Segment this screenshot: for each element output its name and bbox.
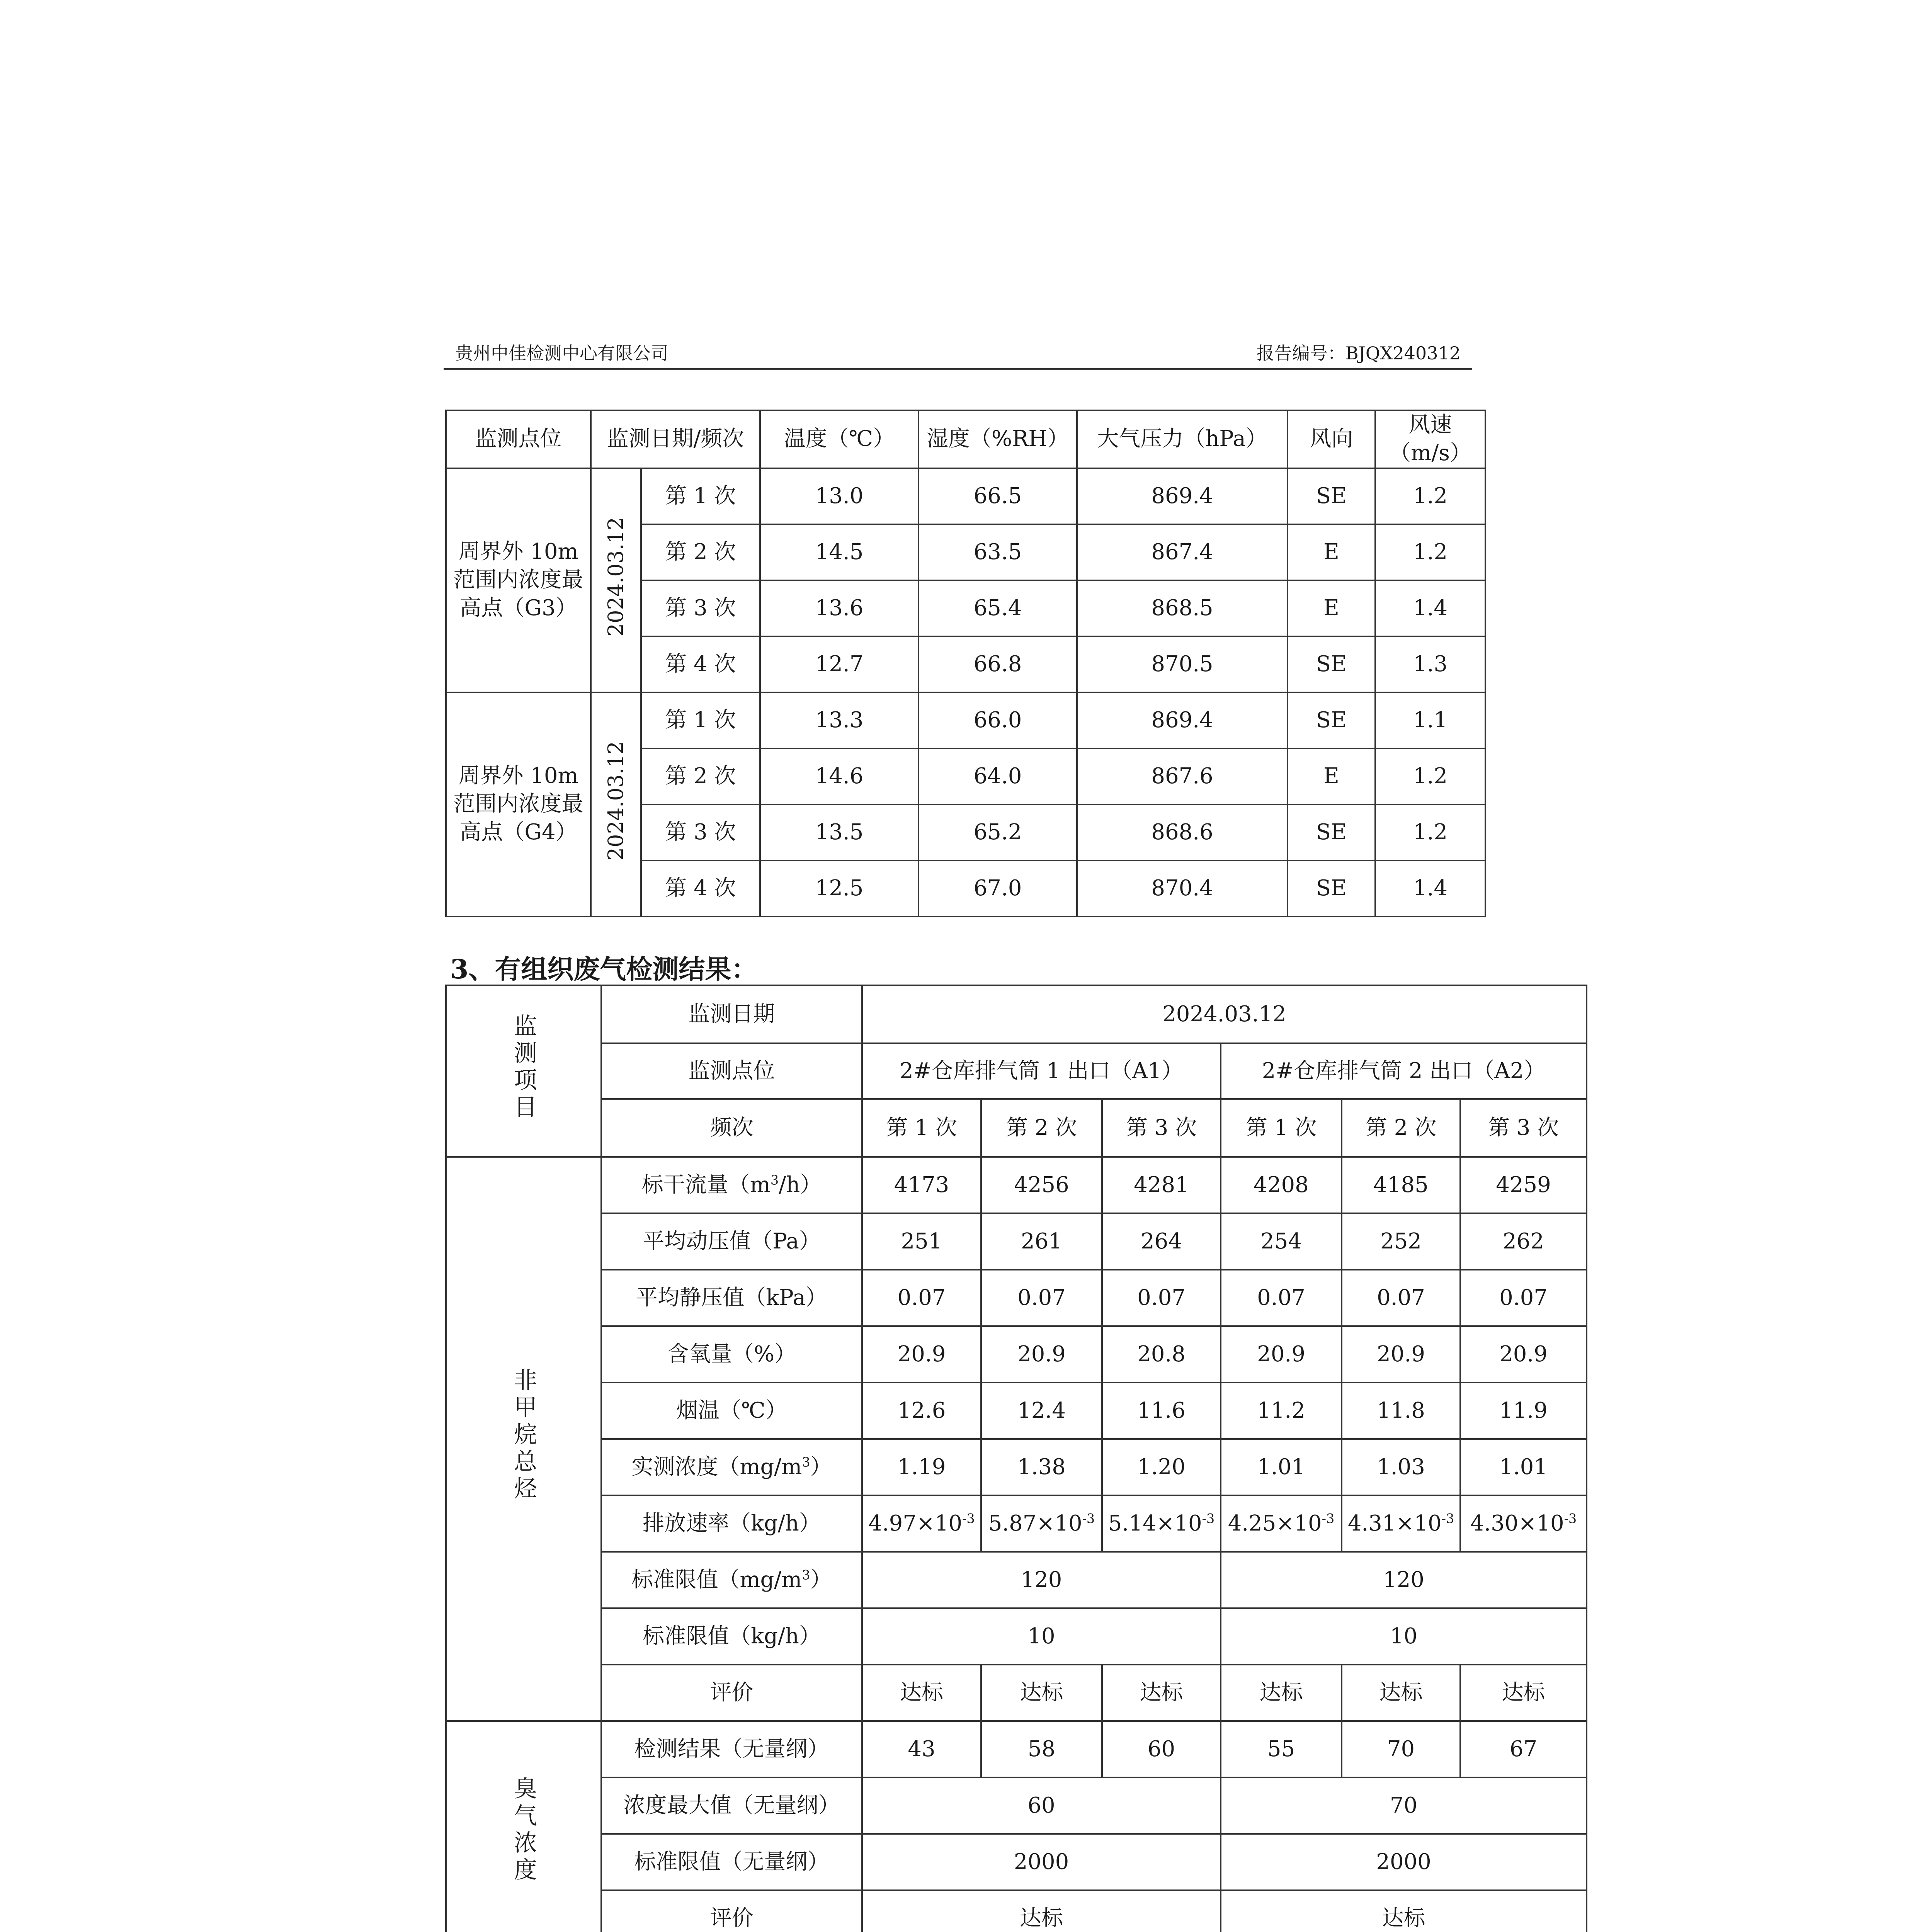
row-label: 检测结果（无量纲） [601, 1721, 862, 1777]
odor-eval-row [446, 1890, 1587, 1932]
weather-header-cell: 温度（℃） [760, 410, 919, 468]
company-name: 贵州中佳检测中心有限公司 [455, 343, 668, 364]
value-cell: 4173 [862, 1157, 981, 1213]
value-cell: 0.07 [981, 1270, 1102, 1326]
value-cell: 65.2 [919, 804, 1077, 861]
rate-times: ×10 [1396, 1510, 1442, 1536]
rate-exponent: -3 [1322, 1510, 1335, 1526]
value-cell: 11.8 [1342, 1383, 1460, 1439]
weather-row [446, 692, 1485, 748]
frequency-cell: 第 3 次 [641, 580, 760, 636]
value-cell: 2000 [862, 1834, 1221, 1890]
rate-cell [1221, 1495, 1342, 1552]
freq-cell: 第 2 次 [1342, 1099, 1460, 1157]
value-cell: 达标 [1102, 1665, 1221, 1721]
value-cell: 55 [1221, 1721, 1342, 1777]
rate-exponent: -3 [1564, 1510, 1577, 1526]
value-cell: 1.2 [1375, 804, 1485, 861]
value-cell: 1.4 [1375, 861, 1485, 917]
value-cell: 58 [981, 1721, 1102, 1777]
value-cell: 870.5 [1077, 636, 1288, 692]
value-cell: 66.5 [919, 468, 1077, 524]
row-label: 浓度最大值（无量纲） [601, 1777, 862, 1834]
weather-header-cell: 大气压力（hPa） [1077, 410, 1288, 468]
value-cell: 1.38 [981, 1439, 1102, 1495]
row-label: 评价 [601, 1665, 862, 1721]
date-cell [591, 692, 641, 917]
rate-mantissa: 5.14 [1108, 1510, 1157, 1536]
weather-header-cell: 风速（m/s） [1375, 410, 1485, 468]
rate-cell [1342, 1495, 1460, 1552]
value-cell: 868.6 [1077, 804, 1288, 861]
value-cell: 13.0 [760, 468, 919, 524]
value-cell: 254 [1221, 1213, 1342, 1270]
value-cell: SE [1288, 468, 1375, 524]
value-cell: 达标 [981, 1665, 1102, 1721]
value-cell: 1.01 [1460, 1439, 1587, 1495]
value-cell: 4281 [1102, 1157, 1221, 1213]
date-label: 2024.03.12 [603, 517, 628, 636]
value-cell: 达标 [1221, 1890, 1587, 1932]
nmhc-label: 非甲烷总烃 [510, 1367, 537, 1503]
row-label: 标准限值$(mg/m^3)$ [601, 1552, 862, 1608]
weather-header-cell: 监测日期/频次 [591, 410, 760, 468]
rate-times: ×10 [1036, 1510, 1082, 1536]
value-cell: 63.5 [919, 524, 1077, 580]
nmhc-eval-row [446, 1665, 1587, 1721]
date-label: 监测日期 [601, 985, 862, 1043]
value-cell: 20.9 [862, 1326, 981, 1383]
value-cell: 1.1 [1375, 692, 1485, 748]
row-label: 平均静压值（kPa） [601, 1270, 862, 1326]
weather-header-cell: 监测点位 [446, 410, 591, 468]
odor-max-row [446, 1777, 1587, 1834]
value-cell: 11.2 [1221, 1383, 1342, 1439]
value-cell: 20.9 [1460, 1326, 1587, 1383]
value-cell: 1.03 [1342, 1439, 1460, 1495]
value-cell: 11.9 [1460, 1383, 1587, 1439]
value-cell: 2000 [1221, 1834, 1587, 1890]
value-cell: 66.0 [919, 692, 1077, 748]
value-cell: 0.07 [1102, 1270, 1221, 1326]
corner-label: 监测项目 [510, 1013, 537, 1122]
value-cell: 4185 [1342, 1157, 1460, 1213]
rate-exponent: -3 [1082, 1510, 1095, 1526]
weather-header-cell: 湿度（%RH） [919, 410, 1077, 468]
value-cell: 20.9 [981, 1326, 1102, 1383]
freq-cell: 第 2 次 [981, 1099, 1102, 1157]
value-cell: 达标 [1221, 1665, 1342, 1721]
date-row [446, 985, 1587, 1043]
section-title: 3、有组织废气检测结果： [450, 954, 758, 985]
odor-group-cell [446, 1721, 601, 1932]
weather-header-cell: 风向 [1288, 410, 1375, 468]
value-cell: 达标 [862, 1665, 981, 1721]
value-cell: 70 [1342, 1721, 1460, 1777]
value-cell: 1.01 [1221, 1439, 1342, 1495]
weather-table-body [446, 410, 1485, 917]
value-cell: 70 [1221, 1777, 1587, 1834]
value-cell: 13.5 [760, 804, 919, 861]
value-cell: 67 [1460, 1721, 1587, 1777]
rate-times: ×10 [916, 1510, 963, 1536]
value-cell: 869.4 [1077, 468, 1288, 524]
value-cell: 20.9 [1221, 1326, 1342, 1383]
flue-temp-row [446, 1383, 1587, 1439]
concentration-row [446, 1439, 1587, 1495]
header-divider [444, 368, 1472, 370]
value-cell: 66.8 [919, 636, 1077, 692]
value-cell: 达标 [1342, 1665, 1460, 1721]
value-cell: 20.9 [1342, 1326, 1460, 1383]
value-cell: 1.3 [1375, 636, 1485, 692]
freq-cell: 第 3 次 [1460, 1099, 1587, 1157]
row-label: 评价 [601, 1890, 862, 1932]
date-label: 2024.03.12 [603, 741, 628, 861]
value-cell: 261 [981, 1213, 1102, 1270]
value-cell: 0.07 [862, 1270, 981, 1326]
value-cell: SE [1288, 804, 1375, 861]
freq-cell: 第 1 次 [1221, 1099, 1342, 1157]
frequency-cell: 第 2 次 [641, 524, 760, 580]
nmhc-group-cell [446, 1157, 601, 1721]
value-cell: SE [1288, 636, 1375, 692]
value-cell: SE [1288, 861, 1375, 917]
value-cell: 867.4 [1077, 524, 1288, 580]
value-cell: 65.4 [919, 580, 1077, 636]
value-cell: 252 [1342, 1213, 1460, 1270]
static-pressure-row [446, 1270, 1587, 1326]
value-cell: 60 [862, 1777, 1221, 1834]
value-cell: 120 [1221, 1552, 1587, 1608]
value-cell: 10 [862, 1608, 1221, 1665]
frequency-cell: 第 4 次 [641, 636, 760, 692]
dyn-pressure-row [446, 1213, 1587, 1270]
rate-mantissa: 4.25 [1228, 1510, 1276, 1536]
freq-label: 频次 [601, 1099, 862, 1157]
rate-mantissa: 4.30 [1470, 1510, 1519, 1536]
value-cell: 4256 [981, 1157, 1102, 1213]
value-cell: 13.3 [760, 692, 919, 748]
limit-concentration-row [446, 1552, 1587, 1608]
location-cell: 周界外 10m 范围内浓度最高点（G3） [446, 468, 591, 692]
value-cell: 0.07 [1221, 1270, 1342, 1326]
rate-times: ×10 [1518, 1510, 1564, 1536]
value-cell: E [1288, 580, 1375, 636]
frequency-cell: 第 1 次 [641, 468, 760, 524]
point-label: 监测点位 [601, 1043, 862, 1099]
row-label: 烟温（℃） [601, 1383, 862, 1439]
value-cell: 264 [1102, 1213, 1221, 1270]
value-cell: 64.0 [919, 748, 1077, 804]
odor-limit-row [446, 1834, 1587, 1890]
frequency-cell: 第 1 次 [641, 692, 760, 748]
date-value: 2024.03.12 [862, 985, 1587, 1043]
rate-cell [981, 1495, 1102, 1552]
emission-rate-row [446, 1495, 1587, 1552]
row-label: 标准限值（kg/h） [601, 1608, 862, 1665]
rate-exponent: -3 [1202, 1510, 1215, 1526]
value-cell: 1.2 [1375, 468, 1485, 524]
rate-mantissa: 4.31 [1347, 1510, 1396, 1536]
value-cell: 869.4 [1077, 692, 1288, 748]
rate-exponent: -3 [1441, 1510, 1454, 1526]
row-label: 标干流量$(m^3/h)$ [601, 1157, 862, 1213]
report-number: 报告编号：BJQX240312 [1256, 343, 1461, 364]
value-cell: 1.20 [1102, 1439, 1221, 1495]
rate-cell [1102, 1495, 1221, 1552]
value-cell: 12.5 [760, 861, 919, 917]
value-cell: 20.8 [1102, 1326, 1221, 1383]
value-cell: E [1288, 748, 1375, 804]
weather-header-row [446, 410, 1485, 468]
limit-rate-row [446, 1608, 1587, 1665]
row-label: 排放速率（kg/h） [601, 1495, 862, 1552]
point-a2: 2#仓库排气筒 2 出口（A2） [1221, 1043, 1587, 1099]
rate-cell [862, 1495, 981, 1552]
rate-times: ×10 [1156, 1510, 1202, 1536]
value-cell: 4259 [1460, 1157, 1587, 1213]
rate-mantissa: 5.87 [988, 1510, 1037, 1536]
frequency-cell: 第 4 次 [641, 861, 760, 917]
row-label: 平均动压值（Pa） [601, 1213, 862, 1270]
value-cell: 10 [1221, 1608, 1587, 1665]
corner-cell [446, 985, 601, 1157]
value-cell: 60 [1102, 1721, 1221, 1777]
date-cell [591, 468, 641, 692]
freq-cell: 第 3 次 [1102, 1099, 1221, 1157]
rate-cell [1460, 1495, 1587, 1552]
value-cell: 67.0 [919, 861, 1077, 917]
location-cell: 周界外 10m 范围内浓度最高点（G4） [446, 692, 591, 917]
value-cell: 1.19 [862, 1439, 981, 1495]
value-cell: 1.4 [1375, 580, 1485, 636]
emission-table [445, 985, 1587, 1932]
value-cell: 868.5 [1077, 580, 1288, 636]
flow-row [446, 1157, 1587, 1213]
value-cell: 达标 [862, 1890, 1221, 1932]
value-cell: 11.6 [1102, 1383, 1221, 1439]
value-cell: 120 [862, 1552, 1221, 1608]
weather-table [445, 410, 1486, 917]
freq-cell: 第 1 次 [862, 1099, 981, 1157]
freq-row [446, 1099, 1587, 1157]
value-cell: 1.2 [1375, 748, 1485, 804]
value-cell: 14.5 [760, 524, 919, 580]
rate-mantissa: 4.97 [868, 1510, 917, 1536]
frequency-cell: 第 3 次 [641, 804, 760, 861]
odor-result-row [446, 1721, 1587, 1777]
value-cell: 251 [862, 1213, 981, 1270]
odor-label: 臭气浓度 [510, 1776, 537, 1884]
value-cell: 1.2 [1375, 524, 1485, 580]
value-cell: SE [1288, 692, 1375, 748]
rate-exponent: -3 [962, 1510, 975, 1526]
row-label: 实测浓度$(mg/m^3)$ [601, 1439, 862, 1495]
oxygen-row [446, 1326, 1587, 1383]
point-row [446, 1043, 1587, 1099]
value-cell: 4208 [1221, 1157, 1342, 1213]
value-cell: 达标 [1460, 1665, 1587, 1721]
frequency-cell: 第 2 次 [641, 748, 760, 804]
value-cell: 43 [862, 1721, 981, 1777]
rate-times: ×10 [1276, 1510, 1322, 1536]
value-cell: 12.6 [862, 1383, 981, 1439]
weather-row [446, 468, 1485, 524]
value-cell: 262 [1460, 1213, 1587, 1270]
row-label: 含氧量（%） [601, 1326, 862, 1383]
value-cell: 0.07 [1460, 1270, 1587, 1326]
value-cell: E [1288, 524, 1375, 580]
value-cell: 13.6 [760, 580, 919, 636]
point-a1: 2#仓库排气筒 1 出口（A1） [862, 1043, 1221, 1099]
value-cell: 12.4 [981, 1383, 1102, 1439]
value-cell: 12.7 [760, 636, 919, 692]
value-cell: 870.4 [1077, 861, 1288, 917]
value-cell: 0.07 [1342, 1270, 1460, 1326]
row-label: 标准限值（无量纲） [601, 1834, 862, 1890]
value-cell: 14.6 [760, 748, 919, 804]
page-header [444, 328, 1472, 370]
value-cell: 867.6 [1077, 748, 1288, 804]
